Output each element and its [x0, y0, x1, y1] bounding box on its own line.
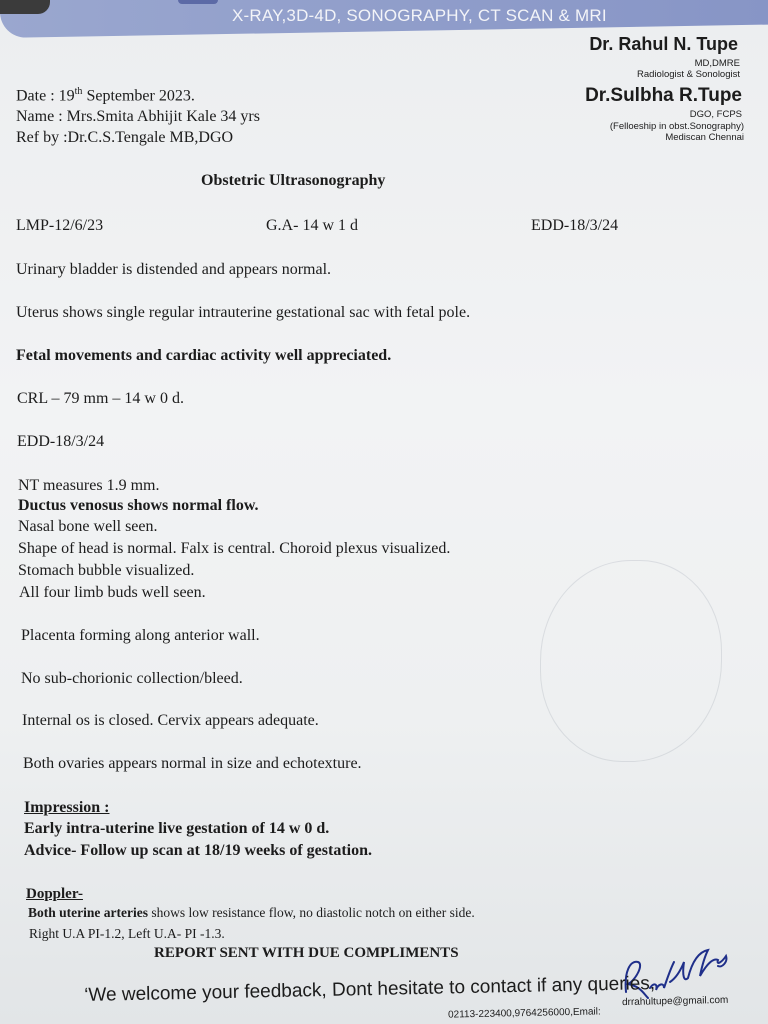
- finding-ductus: Ductus venosus shows normal flow.: [18, 497, 259, 514]
- finding-nasal-bone: Nasal bone well seen.: [18, 518, 158, 535]
- finding-stomach: Stomach bubble visualized.: [18, 562, 195, 579]
- doctor1-degree: MD,DMRE: [694, 58, 740, 69]
- date-suffix: th: [74, 86, 83, 97]
- report-date: [16, 86, 195, 105]
- date-text: Date : 19: [16, 87, 75, 105]
- impression-text: Early intra-uterine live gestation of 14 w 0 d.: [24, 820, 330, 837]
- doctor2-degree: DGO, FCPS: [689, 109, 742, 120]
- doctor2-institution: Mediscan Chennai: [665, 132, 744, 143]
- finding-fetal-activity: Fetal movements and cardiac activity well appreciated.: [16, 347, 392, 364]
- doppler-line1: [28, 905, 475, 921]
- report-title: Obstetric Ultrasonography: [201, 172, 386, 189]
- finding-placenta: Placenta forming along anterior wall.: [21, 627, 260, 644]
- lmp-value: LMP-12/6/23: [16, 217, 104, 234]
- feedback-message: ‘We welcome your feedback, Dont hesitate to contact if any queries,: [84, 973, 656, 1006]
- finding-head: Shape of head is normal. Falx is central. Choroid plexus visualized.: [18, 540, 451, 557]
- doppler-line2: Right U.A PI-1.2, Left U.A- PI -1.3.: [29, 926, 225, 941]
- doppler-flow: shows low resistance flow, no diastolic notch on either side.: [147, 905, 475, 920]
- doctor1-role: Radiologist & Sonologist: [637, 69, 740, 80]
- doctor2-fellowship: (Felloeship in obst.Sonography): [609, 121, 744, 132]
- edd-value: EDD-18/3/24: [531, 217, 619, 234]
- finding-limbs: All four limb buds well seen.: [19, 584, 206, 601]
- doctor2-name: Dr.Sulbha R.Tupe: [585, 85, 742, 106]
- finding-nt: NT measures 1.9 mm.: [18, 477, 160, 494]
- referred-by: Ref by :Dr.C.S.Tengale MB,DGO: [16, 129, 234, 146]
- gestational-age: G.A- 14 w 1 d: [266, 217, 358, 234]
- finding-cervix: Internal os is closed. Cervix appears adequate.: [22, 712, 319, 729]
- advice-text: Advice- Follow up scan at 18/19 weeks of gestation.: [24, 842, 372, 859]
- finding-bladder: Urinary bladder is distended and appears normal.: [16, 261, 332, 278]
- finding-subchorionic: No sub-chorionic collection/bleed.: [21, 670, 243, 687]
- doctor1-name: Dr. Rahul N. Tupe: [589, 34, 738, 54]
- finding-edd: EDD-18/3/24: [17, 433, 105, 450]
- date-month-year: September 2023.: [82, 87, 195, 105]
- finding-ovaries: Both ovaries appears normal in size and echotexture.: [23, 755, 362, 772]
- dark-corner: [0, 0, 50, 14]
- impression-heading: Impression :: [24, 799, 110, 816]
- finding-crl: CRL – 79 mm – 14 w 0 d.: [17, 390, 184, 407]
- doppler-heading: Doppler-: [26, 886, 83, 902]
- footer-email: drrahultupe@gmail.com: [621, 994, 729, 1009]
- patient-name: Name : Mrs.Smita Abhijit Kale 34 yrs: [16, 108, 260, 125]
- report-sent-note: REPORT SENT WITH DUE COMPLIMENTS: [154, 945, 459, 961]
- banner-services: X-RAY,3D-4D, SONOGRAPHY, CT SCAN & MRI: [232, 6, 607, 25]
- finding-uterus: Uterus shows single regular intrauterine gestational sac with fetal pole.: [16, 304, 471, 321]
- doppler-arteries: Both uterine arteries: [28, 905, 148, 920]
- watermark-shape: [540, 560, 722, 762]
- footer-contact: 02113-223400,9764256000,Email:: [447, 1006, 601, 1021]
- clinic-logo-partial: [178, 0, 218, 4]
